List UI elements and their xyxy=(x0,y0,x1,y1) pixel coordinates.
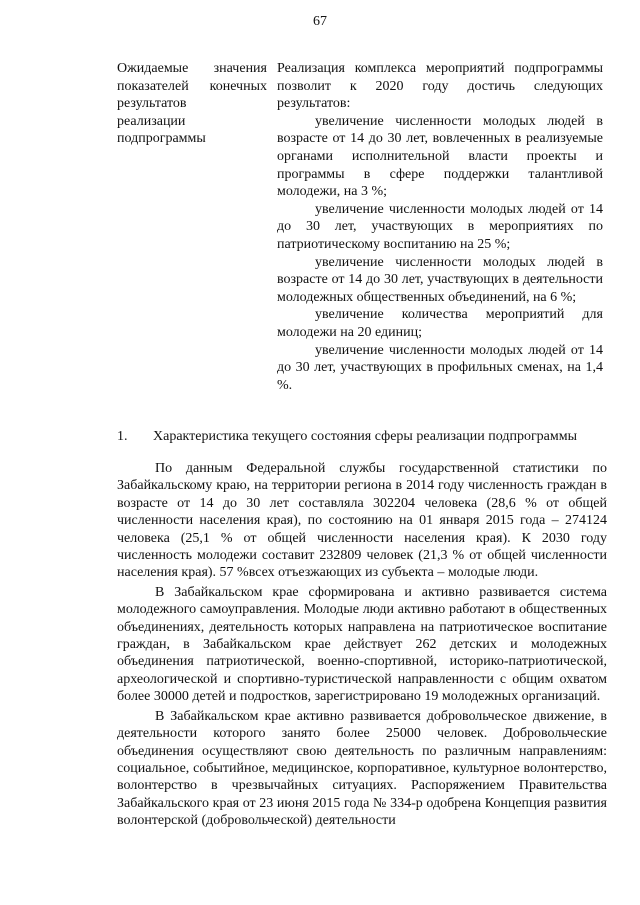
result-item: увеличение численности молодых людей в возрасте от 14 до 30 лет, вовлеченных в реализуемые органами исполнительной власти проекты и программы в сфере поддержки талантливой молодежи, на 3 %; xyxy=(277,113,603,200)
row-label-line: подпрограммы xyxy=(117,131,206,147)
body-paragraph: В Забайкальском крае сформирована и активно развивается система молодежного самоуправления. Молодые люди активно работают в общественных объединениях, деятельность которых направлена на патриотическое воспитание граждан, в Забайкальском крае действует 262 детских и молодежных объединения патриотической, военно-спортивной, историко-патриотической, археологической и спортивно-туристической направленности с общим охватом более 30000 детей и подростков, зарегистрировано 19 молодежных организаций. xyxy=(117,584,607,705)
section-number: 1. xyxy=(117,429,128,444)
result-item: увеличение численности молодых людей от 14 до 30 лет, участвующих в профильных сменах, на 1,4 %. xyxy=(277,342,603,393)
section-body xyxy=(117,460,607,832)
row-value xyxy=(277,60,603,394)
row-label-line: результатов xyxy=(117,96,187,112)
result-item: увеличение количества мероприятий для молодежи на 20 единиц; xyxy=(277,307,603,340)
body-paragraph: В Забайкальском крае активно развивается добровольческое движение, в деятельности которого занято более 25000 человек. Добровольческие объединения осуществляют свою деятельность по различным направлениям: социальное, событийное, медицинское, корпоративное, культурное волонтерство, волонтерство в чрезвычайных ситуациях. Распоряжением Правительства Забайкальского края от 23 июня 2015 года № 334-р одобрена Концепция развития волонтерской (добровольческой) деятельности xyxy=(117,708,607,829)
section-title: Характеристика текущего состояния сферы реализации подпрограммы xyxy=(153,429,578,444)
page-number: 67 xyxy=(313,14,327,29)
result-item: увеличение численности молодых людей в возрасте от 14 до 30 лет, участвующих в деятельности молодежных общественных объединений, на 6 %; xyxy=(277,254,603,305)
row-label-line: Ожидаемые значения xyxy=(117,61,267,76)
row-label xyxy=(117,60,267,148)
result-item: увеличение численности молодых людей от 14 до 30 лет, участвующих в мероприятиях по патриотическому воспитанию на 25 %; xyxy=(277,201,603,252)
row-label-line: реализации xyxy=(117,113,186,129)
body-paragraph: По данным Федеральной службы государственной статистики по Забайкальскому краю, на территории региона в 2014 году численность граждан в возрасте от 14 до 30 лет составляла 302204 человека (28,6 % от общей численности населения края), по состоянию на 01 января 2015 года – 274124 человека (25,1 % от общей численности населения края). К 2030 году численность молодежи составит 232809 человек (21,3 % от общей численности населения края). 57 %всех отъезжающих из субъекта – молодые люди. xyxy=(117,461,607,581)
results-intro: Реализация комплекса мероприятий подпрограммы позволит к 2020 году достичь следующих результатов: xyxy=(277,61,603,112)
row-label-line: показателей конечных xyxy=(117,78,267,94)
